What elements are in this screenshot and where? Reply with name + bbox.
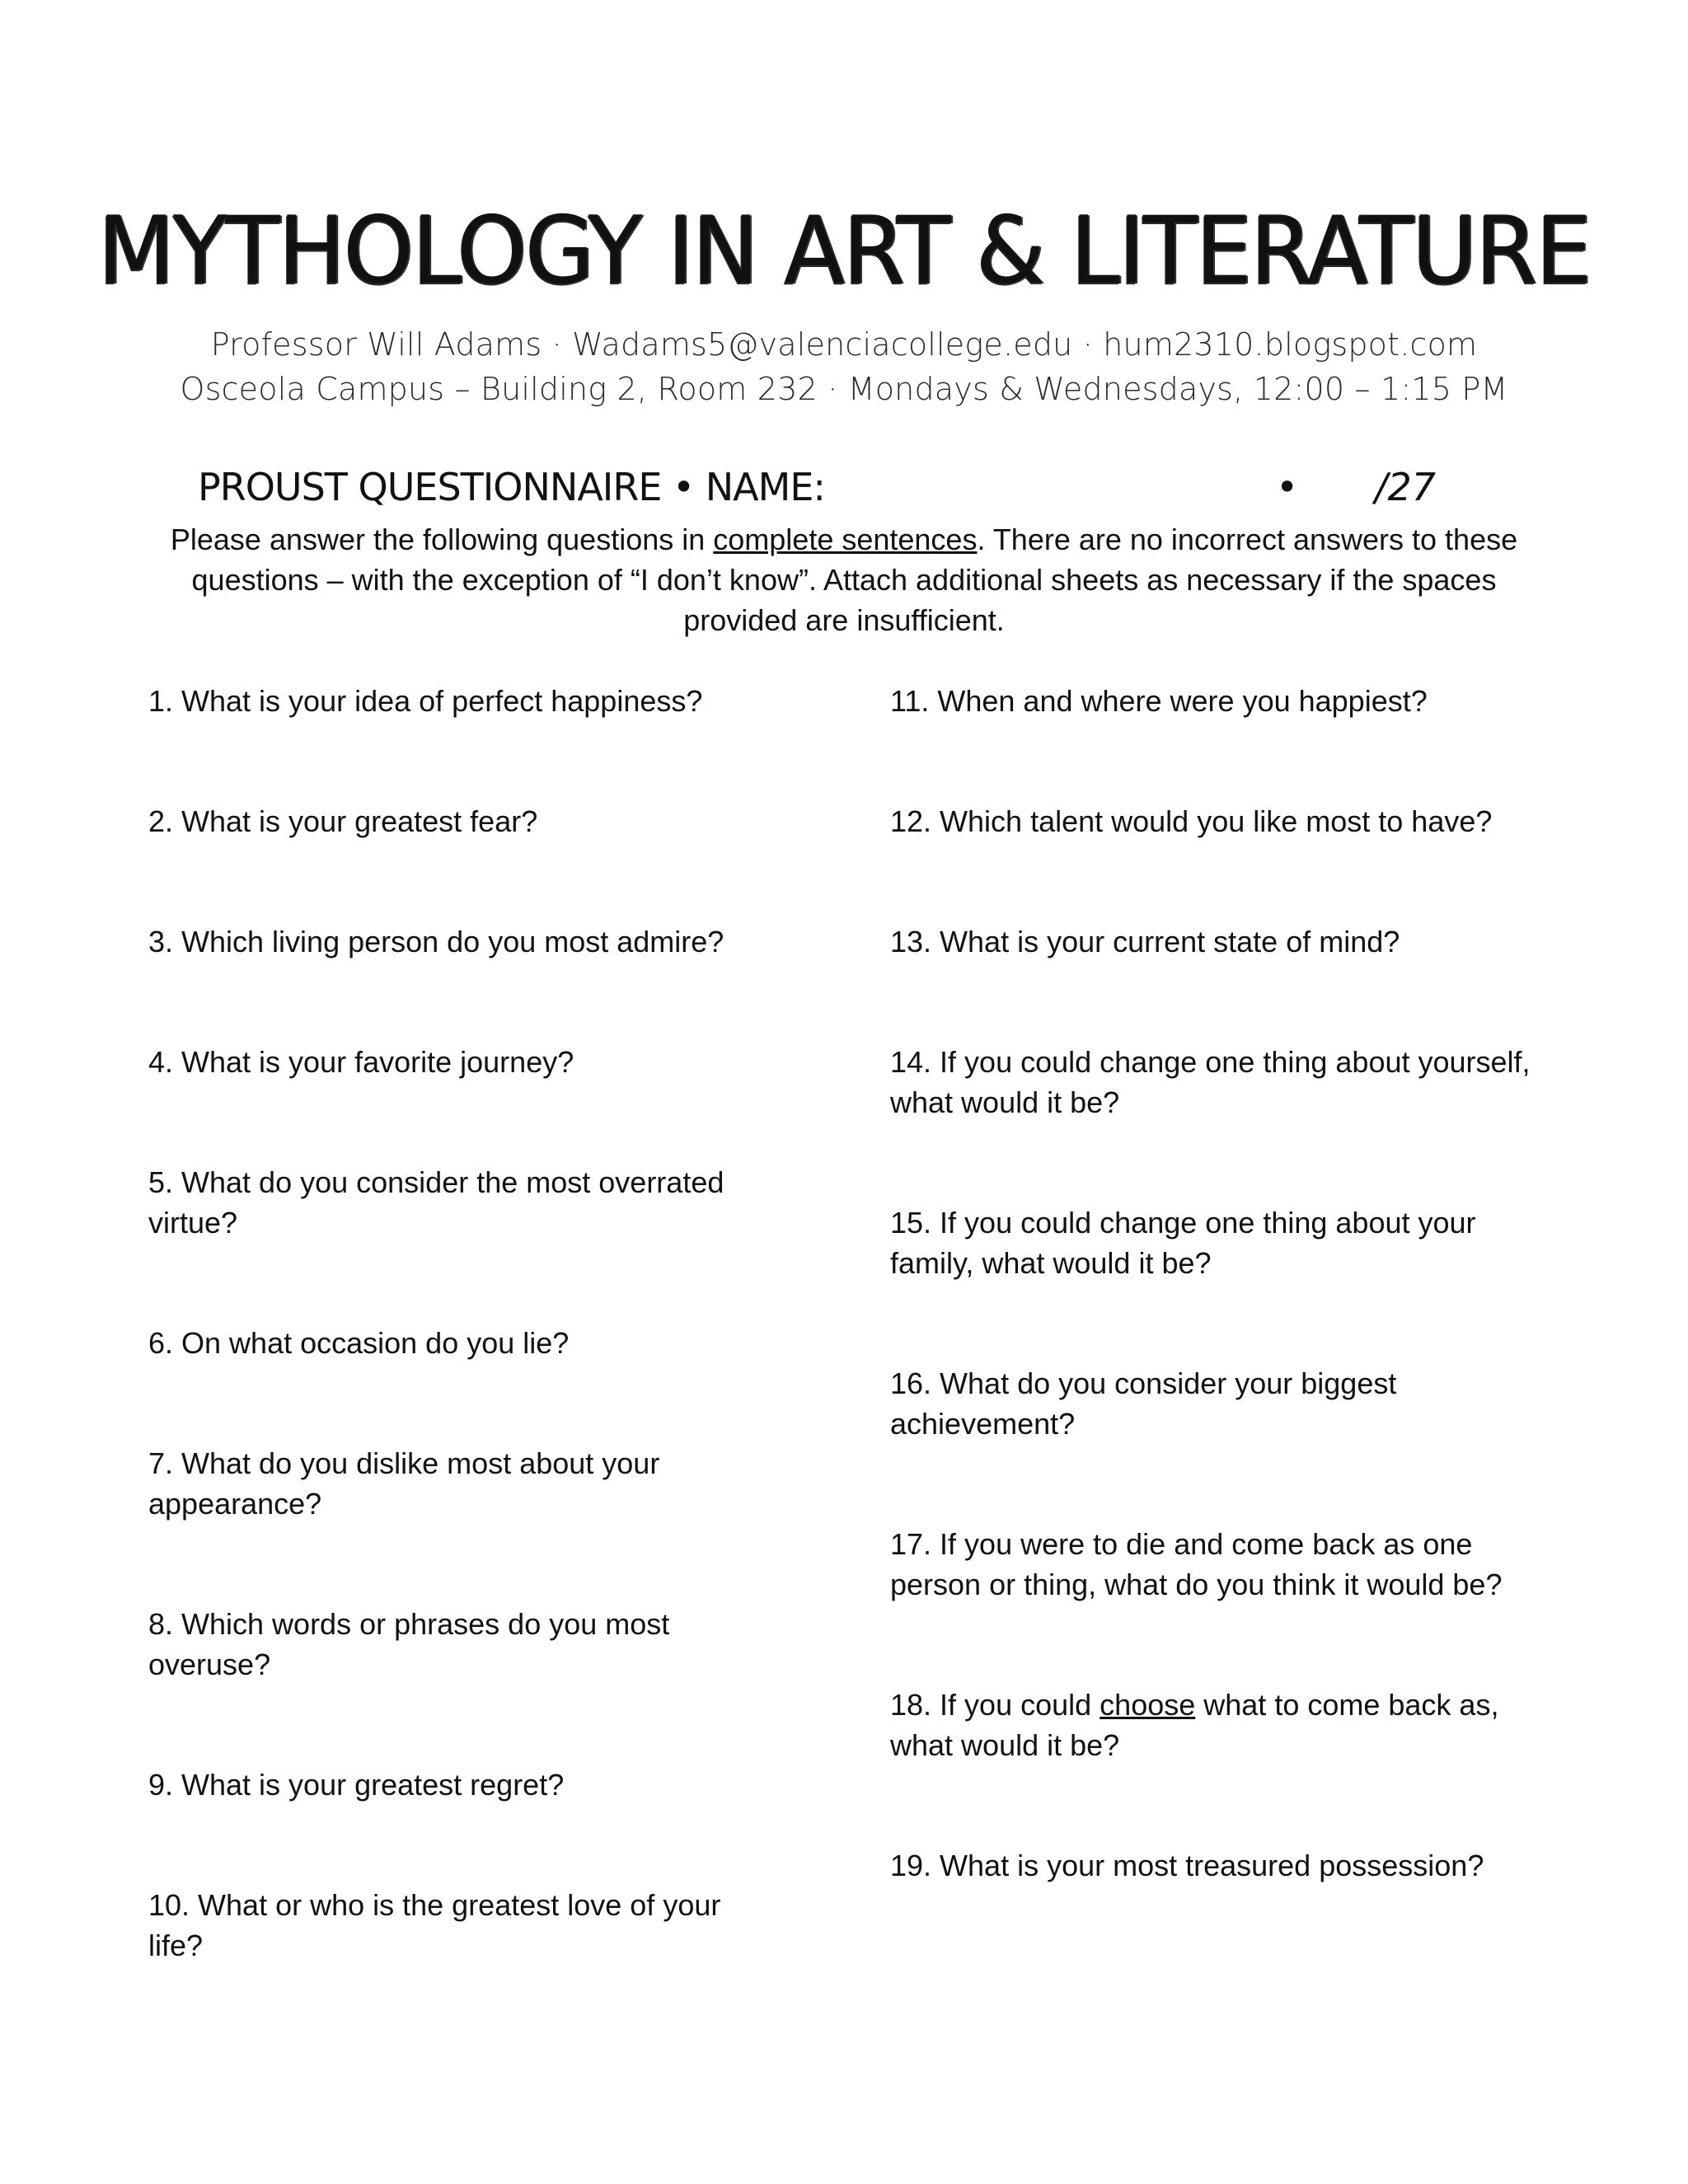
question-4: 4. What is your favorite journey? <box>148 1045 574 1079</box>
question-11: 11. When and where were you happiest? <box>890 684 1428 718</box>
instructions-paragraph <box>140 519 1548 640</box>
question-12: 12. Which talent would you like most to have? <box>890 804 1493 838</box>
question-3: 3. Which living person do you most admire? <box>148 925 724 958</box>
question-1: 1. What is your idea of perfect happiness? <box>148 684 703 718</box>
question-9: 9. What is your greatest regret? <box>148 1768 565 1802</box>
header-bullet: • <box>1276 465 1299 509</box>
instructions-part1: Please answer the following questions in <box>170 523 714 556</box>
question-18-post: what to come back as, what would it be? <box>890 1688 1499 1762</box>
campus-schedule-line: Osceola Campus – Building 2, Room 232 · Mondays & Wednesdays, 12:00 – 1:15 PM <box>180 371 1508 407</box>
question-6: 6. On what occasion do you lie? <box>148 1326 570 1360</box>
question-5: 5. What do you consider the most overrated virtue? <box>148 1165 724 1240</box>
course-title: MYTHOLOGY IN ART & LITERATURE <box>97 196 1591 306</box>
question-16: 16. What do you consider your biggest achievement? <box>890 1366 1397 1441</box>
question-7: 7. What do you dislike most about your appearance? <box>148 1446 660 1521</box>
question-8: 8. Which words or phrases do you most overuse? <box>148 1607 670 1681</box>
score-total: /27 <box>1375 465 1437 509</box>
questionnaire-name-label: PROUST QUESTIONNAIRE • NAME: <box>198 465 825 509</box>
question-14: 14. If you could change one thing about yourself, what would it be? <box>890 1045 1531 1119</box>
question-19: 19. What is your most treasured possession? <box>890 1849 1484 1882</box>
questionnaire-header <box>198 465 1475 523</box>
question-15: 15. If you could change one thing about your family, what would it be? <box>890 1206 1476 1280</box>
instructions-part2: . There are no incorrect answers to these questions – with the exception of “I don’t know”. Attach additional sheets as necessary if the spaces provided are insufficient. <box>191 523 1518 637</box>
question-18-underlined: choose <box>1100 1688 1196 1722</box>
question-18 <box>890 1685 1550 1765</box>
professor-contact-line: Professor Will Adams · Wadams5@valenciacollege.edu · hum2310.blogspot.com <box>210 326 1478 363</box>
question-17: 17. If you were to die and come back as one person or thing, what do you think it would be? <box>890 1527 1503 1601</box>
question-10: 10. What or who is the greatest love of your life? <box>148 1888 721 1962</box>
instructions-underlined: complete sentences <box>713 523 978 556</box>
question-2: 2. What is your greatest fear? <box>148 804 538 838</box>
question-18-pre: 18. If you could <box>890 1688 1100 1722</box>
question-13: 13. What is your current state of mind? <box>890 925 1400 958</box>
